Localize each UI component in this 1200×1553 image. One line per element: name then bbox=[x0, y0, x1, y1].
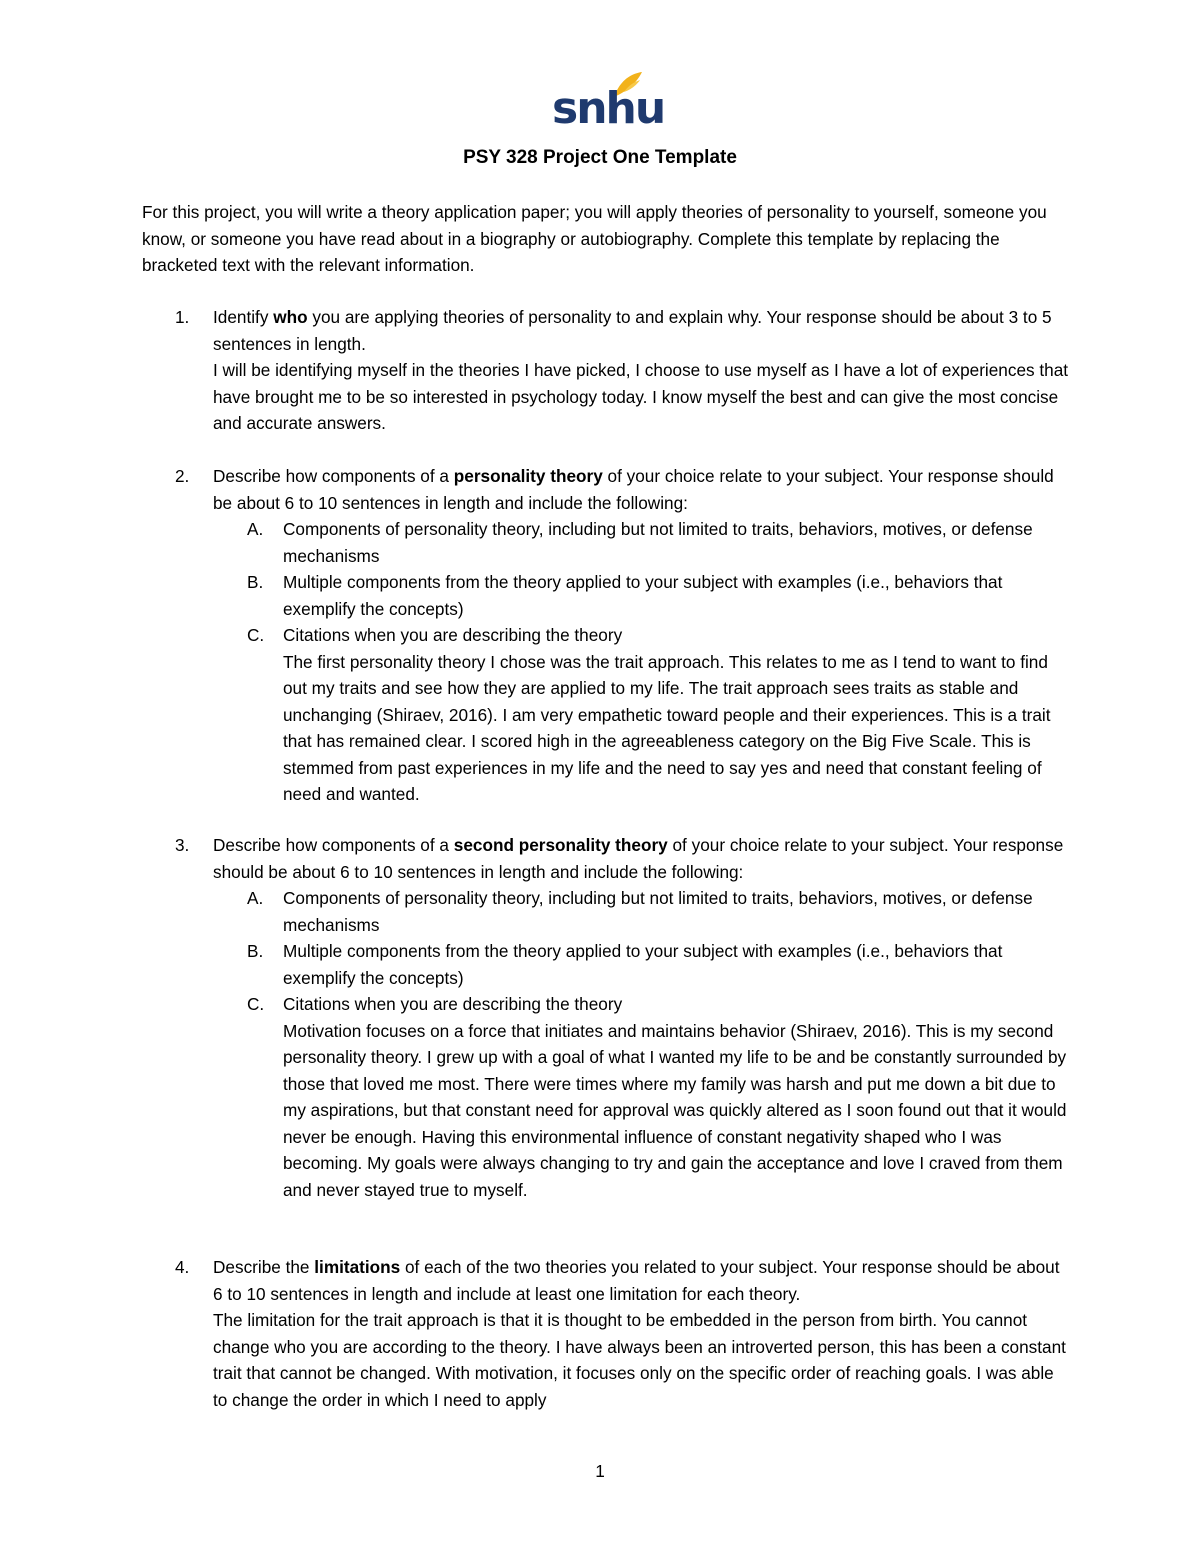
answer-text: Motivation focuses on a force that initiates and maintains behavior (Shiraev, 2016). This is my second personality theory. I grew up with a goal of what I wanted my life to be and be constantly surrounded by those that loved me most. There were times where my family was harsh and put me down a bit due to my aspirations, but that constant need for approval was quickly altered as I soon found out that it would never be enough. Having this environmental influence of constant negativity shaped who I was becoming. My goals were always changing to try and gain the acceptance and love I craved from them and never stayed true to myself. bbox=[283, 1020, 1067, 1200]
question-prompt-post: of each of the two theories you related to your subject. Your response should be about 6 to 10 sentences in length and include at least one limitation for each theory. bbox=[213, 1257, 1060, 1304]
sub-item-c bbox=[213, 991, 1072, 1203]
sub-item-a bbox=[213, 516, 1072, 569]
question-number: 2. bbox=[175, 466, 190, 486]
sub-item-letter: A. bbox=[247, 888, 264, 908]
answer-text: The limitation for the trait approach is that it is thought to be embedded in the person from birth. You cannot change who you are according to the theory. I have always been an introverted person, this has been a constant trait that cannot be changed. With motivation, it focuses only on the specific order of reaching goals. I was able to change the order in which I need to apply bbox=[213, 1310, 1066, 1410]
question-1 bbox=[142, 304, 1072, 437]
answer-text: The first personality theory I chose was the trait approach. This relates to me as I tend to want to find out my traits and see how they are applied to my life. The trait approach sees traits as stable and unchanging (Shiraev, 2016). I am very empathetic toward people and their experiences. This is a trait that has remained clear. I scored high in the agreeableness category on the Big Five Scale. This is stemmed from past experiences in my life and the need to say yes and need that constant feeling of need and wanted. bbox=[283, 651, 1051, 804]
question-prompt-bold: second personality theory bbox=[453, 835, 668, 855]
question-prompt-pre: Describe the bbox=[213, 1257, 315, 1277]
question-prompt-bold: personality theory bbox=[453, 466, 603, 486]
sub-item-letter: A. bbox=[247, 519, 264, 539]
question-4 bbox=[142, 1254, 1072, 1413]
question-prompt-pre: Describe how components of a bbox=[213, 835, 454, 855]
sub-item-text: Multiple components from the theory applied to your subject with examples (i.e., behaviors that exemplify the concepts) bbox=[283, 572, 1003, 619]
sub-item-b bbox=[213, 938, 1072, 991]
question-prompt-post: of your choice relate to your subject. Your response should be about 6 to 10 sentences in length and include the following: bbox=[213, 835, 1064, 882]
document-title: PSY 328 Project One Template bbox=[463, 147, 737, 168]
sub-item-text: Citations when you are describing the theory bbox=[283, 994, 623, 1014]
sub-item-letter: C. bbox=[247, 625, 265, 645]
question-number: 4. bbox=[175, 1257, 190, 1277]
sub-item-text: Components of personality theory, including but not limited to traits, behaviors, motives, or defense mechanisms bbox=[283, 519, 1033, 566]
sub-item-text: Multiple components from the theory applied to your subject with examples (i.e., behaviors that exemplify the concepts) bbox=[283, 941, 1003, 988]
sub-item-c bbox=[213, 622, 1072, 808]
question-prompt-bold: who bbox=[273, 307, 308, 327]
question-number: 1. bbox=[175, 307, 190, 327]
question-prompt-pre: Describe how components of a bbox=[213, 466, 454, 486]
question-number: 3. bbox=[175, 835, 190, 855]
question-prompt-post: of your choice relate to your subject. Your response should be about 6 to 10 sentences in length and include the following: bbox=[213, 466, 1054, 513]
sub-item-letter: B. bbox=[247, 572, 264, 592]
sub-item-text: Citations when you are describing the theory bbox=[283, 625, 623, 645]
answer-text: I will be identifying myself in the theories I have picked, I choose to use myself as I have a lot of experiences that have brought me to be so interested in psychology today. I know myself the best and can give the most concise and accurate answers. bbox=[213, 360, 1069, 433]
sub-item-a bbox=[213, 885, 1072, 938]
question-prompt-pre: Identify bbox=[213, 307, 274, 327]
question-prompt-post: you are applying theories of personality to and explain why. Your response should be about 3 to 5 sentences in length. bbox=[213, 307, 1052, 354]
snhu-logo bbox=[552, 70, 665, 138]
sub-item-letter: B. bbox=[247, 941, 264, 961]
intro-paragraph: For this project, you will write a theory application paper; you will apply theories of personality to yourself, someone you know, or someone you have read about in a biography or autobiography. Complete this template by replacing the bracketed text with the relevant information. bbox=[142, 202, 1047, 275]
question-2 bbox=[142, 463, 1072, 808]
logo-wordmark: snhu bbox=[552, 83, 665, 134]
question-3 bbox=[142, 832, 1072, 1203]
sub-item-letter: C. bbox=[247, 994, 265, 1014]
sub-item-text: Components of personality theory, including but not limited to traits, behaviors, motives, or defense mechanisms bbox=[283, 888, 1033, 935]
page-number: 1 bbox=[595, 1461, 605, 1481]
sub-item-b bbox=[213, 569, 1072, 622]
question-prompt-bold: limitations bbox=[314, 1257, 401, 1277]
